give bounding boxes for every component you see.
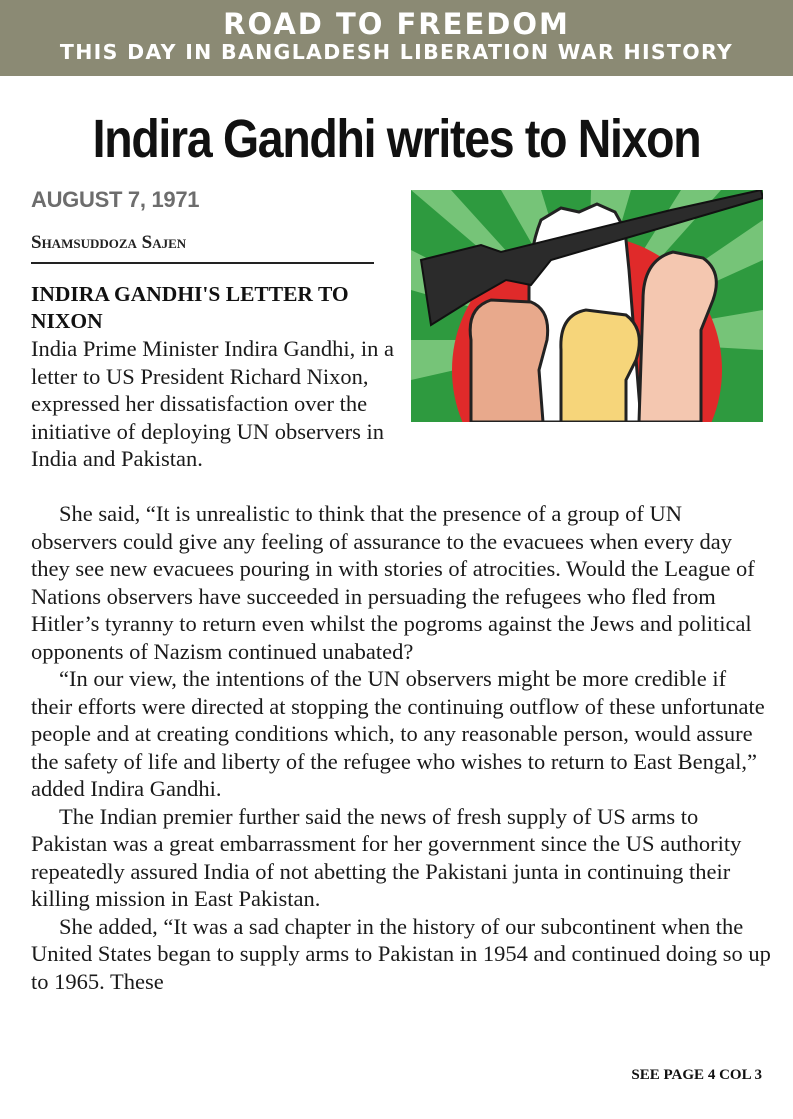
banner-title: ROAD TO FREEDOM xyxy=(223,7,570,41)
article-paragraph: She added, “It was a sad chapter in the history of our subcontinent when the United States began to supply arms to Pakistan in 1954 and continued doing so up to 1965. These xyxy=(31,913,771,994)
author-byline: Shamsuddoza Sajen xyxy=(31,232,187,253)
banner-subtitle: THIS DAY IN BANGLADESH LIBERATION WAR HISTORY xyxy=(59,40,734,64)
article-paragraph: “In our view, the intentions of the UN observers might be more credible if their efforts were directed at stopping the continuing outflow of these unfortunate people and at creating conditions which, to any reasonable person, would assure the safety of life and liberty of the refugee who wishes to return to East Bengal,” added Indira Gandhi. xyxy=(31,666,765,801)
article-paragraph: She said, “It is unrealistic to think that the presence of a group of UN observers could give any feeling of assurance to the evacuees when every day they see new evacuees pouring in with stories of atrocities. Would the League of Nations observers have succeeded in persuading the refugees who fled from Hitler’s tyranny to return even whilst the pogroms against the Jews and political opponents of Nazism continued unabated? xyxy=(31,501,755,664)
article-paragraph: The Indian premier further said the news of fresh supply of US arms to Pakistan was a great embarrassment for her government since the US authority repeatedly assured India of not abetting the Pakistani junta in continuing their killing mission in East Pakistan. xyxy=(31,803,742,911)
article-body xyxy=(31,500,771,995)
dateline: AUGUST 7, 1971 xyxy=(31,187,200,212)
article-paragraph: India Prime Minister Indira Gandhi, in a letter to US President Richard Nixon, expressed her dissatisfaction over the initiative of deploying UN observers in India and Pakistan. xyxy=(31,336,395,471)
article-headline: Indira Gandhi writes to Nixon xyxy=(92,109,701,169)
article-subhead: INDIRA GANDHI'S LETTER TO NIXON xyxy=(31,282,349,333)
raised-fists-illustration xyxy=(411,190,763,422)
section-banner xyxy=(0,0,793,76)
byline-divider xyxy=(31,262,374,264)
continuation-note: SEE PAGE 4 COL 3 xyxy=(631,1067,762,1083)
